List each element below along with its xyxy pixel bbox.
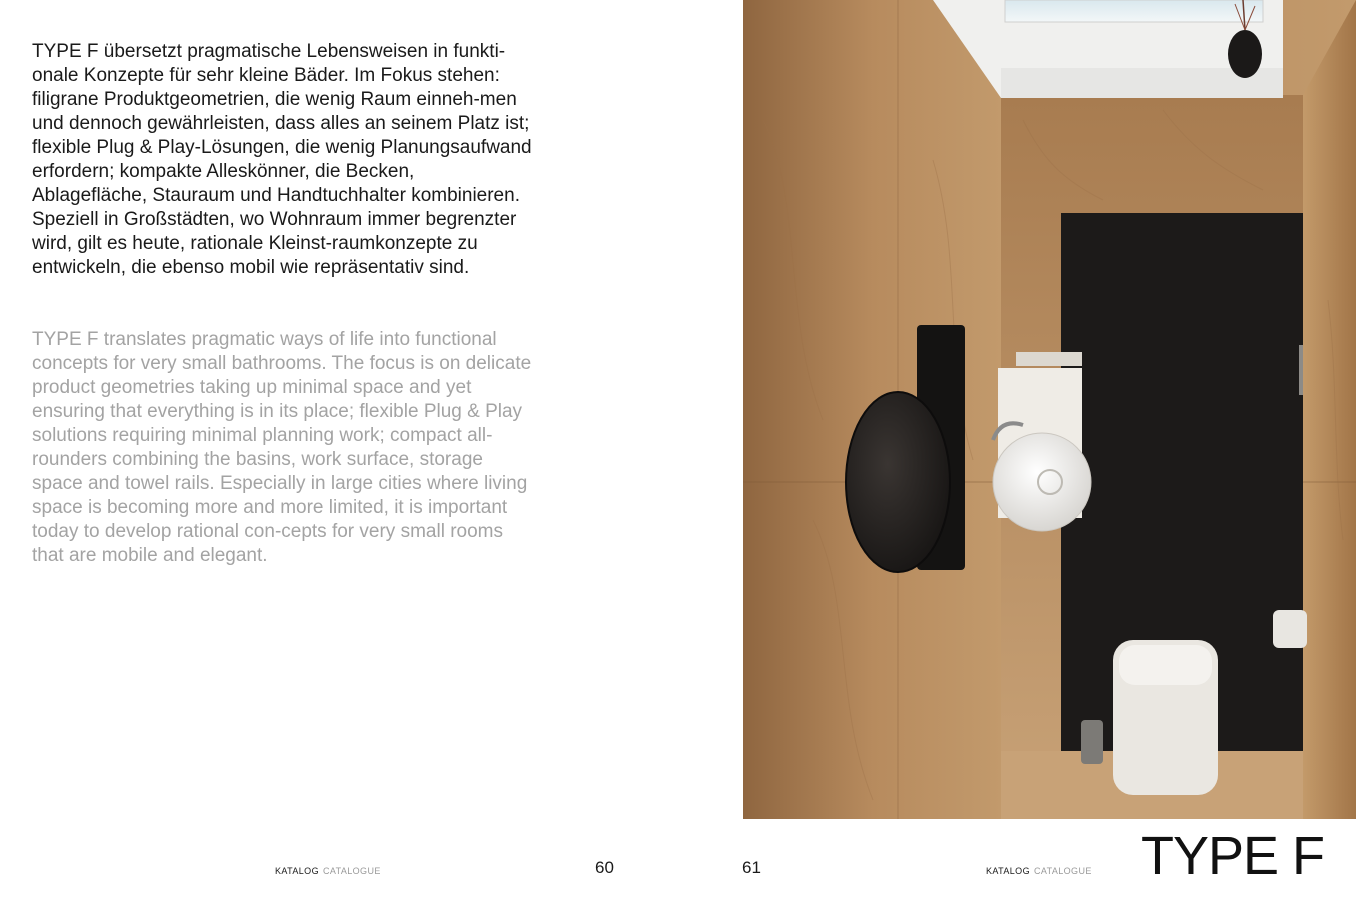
page-number-right: 61 xyxy=(742,858,761,877)
body-text-german: TYPE F übersetzt pragmatische Lebensweisen in funkti-onale Konzepte für sehr kleine Bäder. Im Fokus stehen: filigrane Produktgeometrien, die wenig Raum einneh-men und dennoch gewährleisten, dass alles an seinem Platz ist; flexible Plug & Play-Lösungen, die wenig Planungsaufwand erfordern; kompakte Alleskönner, die Becken, Ablagefläche, Stauraum und Handtuchhalter kombinieren. Speziell in Großstädten, wo Wohnraum immer begrenzter wird, gilt es heute, rationale Kleinst-raumkonzepte zu entwickeln, die ebenso mobil wie repräsentativ sind. xyxy=(32,41,532,278)
footer-label-german: KATALOG xyxy=(986,866,1030,876)
footer-label-english: CATALOGUE xyxy=(1033,866,1092,876)
body-text-english: TYPE F translates pragmatic ways of life into functional concepts for very small bathrooms. The focus is on delicate product geometries taking up minimal space and yet ensuring that everything is in its place; flexible Plug & Play solutions requiring minimal planning work; compact all-rounders combining the basins, work surface, storage space and towel rails. Especially in large cities where living space is becoming more and more limited, it is important today to develop rational con-cepts for very small rooms that are mobile and elegant. xyxy=(32,329,532,566)
footer-catalogue-label xyxy=(275,866,381,876)
footer-catalogue-label-right xyxy=(986,866,1092,876)
brand-title: TYPE F xyxy=(1140,826,1324,886)
page-number-left: 60 xyxy=(595,858,614,877)
footer-label-german: KATALOG xyxy=(275,866,319,876)
bathroom-photo xyxy=(743,0,1356,819)
footer-label-english: CATALOGUE xyxy=(322,866,381,876)
